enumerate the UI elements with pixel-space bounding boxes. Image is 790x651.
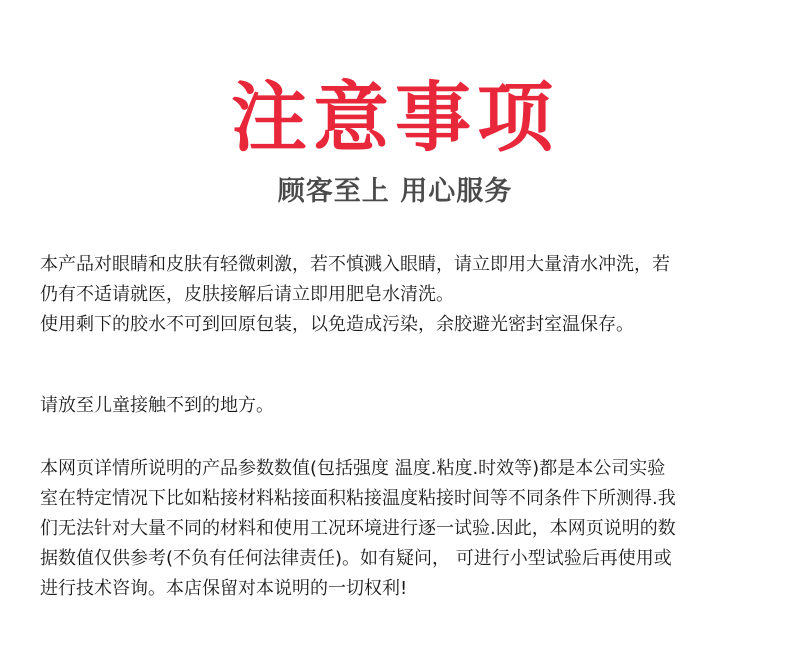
text-line: 据数值仅供参考(不负有任何法律责任)。如有疑问， 可进行小型试验后再使用或 (40, 548, 672, 569)
disclaimer-paragraph (40, 454, 756, 604)
text-line: 们无法针对大量不同的材料和使用工况环境进行逐一试验.因此，本网页说明的数 (40, 518, 676, 539)
text-line: 本网页详情所说明的产品参数数值(包括强度 温度.粘度.时效等)都是本公司实验 (40, 458, 666, 479)
text-line: 室在特定情况下比如粘接材料粘接面积粘接温度粘接时间等不同条件下所测得.我 (40, 488, 676, 509)
children-warning-paragraph (40, 391, 756, 421)
text-line: 使用剩下的胶水不可到回原包装，以免造成污染，余胶避光密封室温保存。 (40, 314, 634, 335)
page-title: 注意事项 (231, 73, 559, 162)
text-line: 请放至儿童接触不到的地方。 (40, 395, 274, 416)
text-line: 仍有不适请就医，皮肤接解后请立即用肥皂水清洗。 (40, 284, 454, 305)
text-line: 本产品对眼睛和皮肤有轻微刺激，若不慎溅入眼睛，请立即用大量清水冲洗，若 (40, 254, 670, 275)
safety-warning-paragraph (40, 250, 756, 340)
page-subtitle: 顾客至上 用心服务 (277, 176, 513, 207)
text-line: 进行技术咨询。本店保留对本说明的一切权利! (40, 578, 408, 599)
